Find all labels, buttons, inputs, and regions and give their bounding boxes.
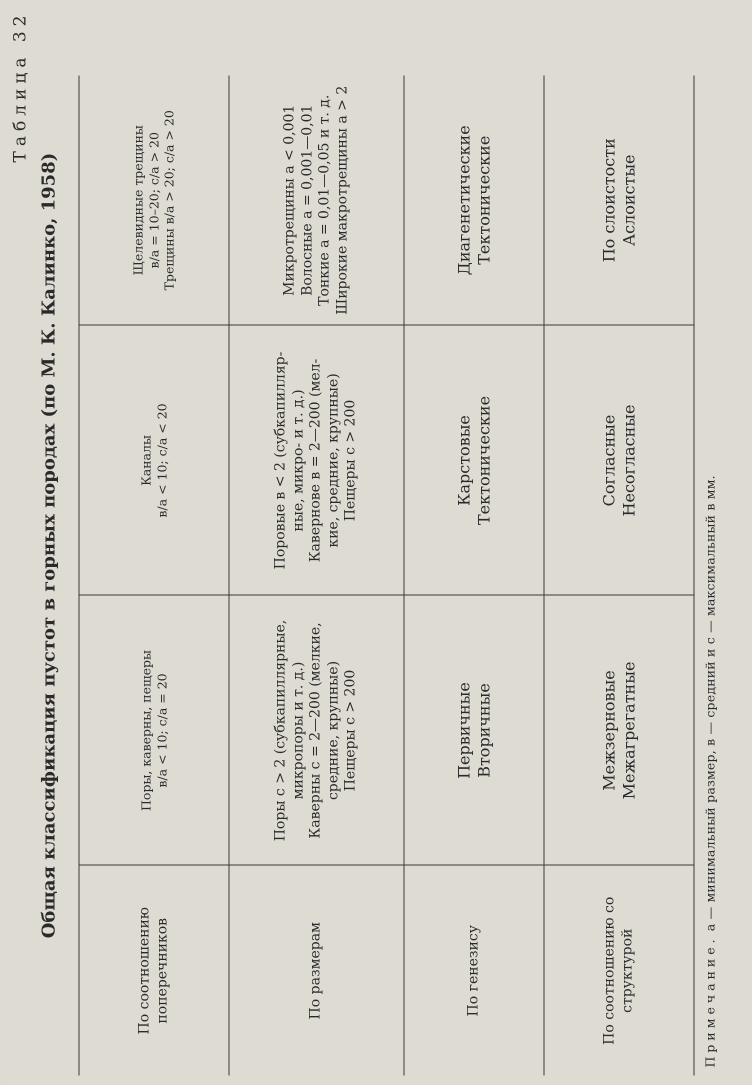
table-cell [404,75,544,325]
table-cell [404,325,544,595]
row-label: По соотношению поперечников [136,906,170,1034]
table-row [79,75,229,1075]
cell-line: Каверны с = 2—200 (мелкие, [307,621,324,839]
cell-line: Вторичные [473,682,493,778]
cell-line: микропоры и т. д.) [289,661,306,799]
cell-line: Первичные [453,681,473,779]
cell-line: Пещеры с > 200 [342,669,359,791]
cell-line: средние, крупные) [324,660,341,800]
cell-line: Поры, каверны, пещеры [137,649,153,811]
row-label: По размерам [307,921,324,1019]
cell-line: в/а < 10; с/а = 20 [153,672,169,788]
table-row [229,75,404,1075]
cell-line: Межагрегатные [618,661,638,799]
row-label: По генезису [464,924,481,1016]
table-cell [229,325,404,595]
cell-line: Согласные [598,414,618,506]
cell-line: По слоистости [598,137,618,262]
cell-line: Поровые в < 2 (субкапилляр- [272,351,289,569]
table-row [404,75,544,1075]
cell-line: Поры с > 2 (субкапиллярные, [272,619,289,841]
cell-line: Волосные а = 0,001—0,01 [298,104,315,296]
cell-line: Каналы [137,434,153,486]
cell-line: Тонкие а = 0,01—0,05 и т. д. [316,94,332,306]
table-cell [79,75,229,325]
cell-line: Аслоистые [618,153,638,246]
cell-line: Трещины в/а > 20; с/а > 20 [161,109,177,290]
table-row [544,75,694,1075]
cell-line: Межзерновые [598,669,618,791]
cell-line: Тектонические [473,135,493,265]
cell-line: Кавернове в = 2—200 (мел- [307,358,324,562]
cell-line: Диагенетические [453,124,473,275]
table-cell [544,75,694,325]
table-cell [229,595,404,865]
table-cell [404,595,544,865]
cell-line: Тектонические [473,395,493,525]
cell-line: Щелевидные трещины [130,124,146,275]
cell-line: Пещеры с > 200 [342,399,359,521]
cell-line: Несогласные [618,404,638,516]
cell-line: Микротрещины а < 0,001 [281,104,297,296]
table-title: Общая классификация пустот в горных породах (по М. К. Калинко, 1958) [38,152,59,938]
footnote [702,67,717,1067]
footnote-label: Примечание. [702,934,717,1067]
table-cell [544,595,694,865]
table-number: Таблица 32 [10,10,30,162]
cell-line: Широкие макротрещины а > 2 [333,85,350,315]
table-cell [79,595,229,865]
cell-line: в/а < 10; с/а < 20 [153,402,169,518]
footnote-text: а — минимальный размер, в — средний и с — максимальный в мм. [702,474,717,931]
cell-line: кие, средние, крупные) [324,372,341,548]
table-cell [229,75,404,325]
row-label: По соотношению со структурой [601,896,635,1045]
cell-line: ные, микро- и т. д.) [289,388,306,532]
cell-line: в/а = 10–20; с/а > 20 [145,131,161,268]
cell-line: Карстовые [453,414,473,506]
classification-table [78,75,694,1075]
table-cell [79,325,229,595]
table-cell [544,325,694,595]
